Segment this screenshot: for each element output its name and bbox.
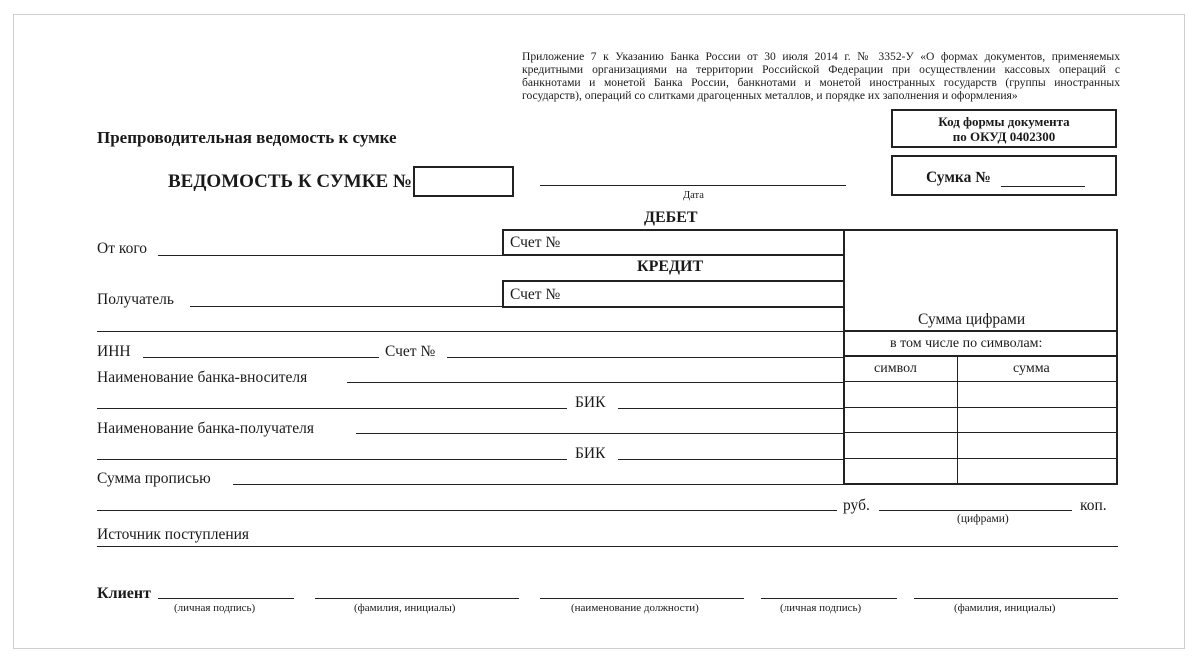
recipient-field-line-2[interactable] bbox=[97, 331, 845, 332]
bik-field-2[interactable] bbox=[618, 459, 845, 460]
credit-account-field[interactable] bbox=[502, 280, 845, 308]
source-field[interactable] bbox=[97, 546, 1118, 547]
name-caption-1: (фамилия, инициалы) bbox=[354, 602, 456, 614]
okud-box bbox=[891, 109, 1117, 148]
cashier-signature-field[interactable] bbox=[761, 598, 897, 599]
bag-label: Сумка № bbox=[926, 169, 991, 186]
from-field[interactable] bbox=[158, 255, 504, 256]
table-row[interactable] bbox=[843, 432, 1118, 433]
symbol-col-header: символ bbox=[874, 361, 917, 376]
recipient-field[interactable] bbox=[190, 306, 504, 307]
kop-field[interactable] bbox=[879, 510, 1072, 511]
amount-words-label: Сумма прописью bbox=[97, 470, 211, 487]
form-title: Препроводительная ведомость к сумке bbox=[97, 128, 397, 147]
client-name-field[interactable] bbox=[315, 598, 519, 599]
client-signature-field[interactable] bbox=[158, 598, 294, 599]
inn-field[interactable] bbox=[143, 357, 379, 358]
appendix-note: Приложение 7 к Указанию Банка России от 30 июля 2014 г. № 3352-У «О формах документов, применяемых кредитными организациями на территории Российской Федерации при осуществлении кассовых операций с банкнотами и монетой Банка России, банкнотами и монетой иностранных государств (группы иностранных государств), операций со слитками драгоценных металлов, и порядке их заполнения и оформления» bbox=[522, 50, 1120, 102]
credit-title: КРЕДИТ bbox=[637, 258, 704, 275]
debit-title: ДЕБЕТ bbox=[644, 209, 698, 226]
rub-label: руб. bbox=[843, 497, 870, 514]
position-field[interactable] bbox=[540, 598, 744, 599]
source-label: Источник поступления bbox=[97, 526, 250, 543]
from-label: От кого bbox=[97, 240, 148, 257]
bag-box bbox=[891, 155, 1117, 196]
digits-caption: (цифрами) bbox=[957, 513, 1009, 525]
credit-account-label: Счет № bbox=[510, 286, 561, 303]
amount-words-field-line-2[interactable] bbox=[97, 510, 837, 511]
bik-label-1: БИК bbox=[575, 394, 606, 411]
statement-label: ВЕДОМОСТЬ К СУМКЕ № bbox=[168, 171, 413, 192]
symbols-table-header-divider bbox=[843, 381, 1118, 382]
okud-line-1: Код формы документа bbox=[938, 114, 1070, 129]
inn-label: ИНН bbox=[97, 343, 131, 360]
date-caption: Дата bbox=[683, 190, 704, 201]
recipient-bank-field[interactable] bbox=[356, 433, 845, 434]
depositor-bank-label: Наименование банка-вносителя bbox=[97, 369, 308, 386]
symbols-header bbox=[843, 330, 1118, 357]
amount-digits-box[interactable] bbox=[843, 229, 1118, 332]
amount-words-field[interactable] bbox=[233, 484, 1118, 485]
cashier-name-field[interactable] bbox=[914, 598, 1118, 599]
inn-account-label: Счет № bbox=[385, 343, 436, 360]
name-caption-2: (фамилия, инициалы) bbox=[954, 602, 1056, 614]
recipient-bank-label: Наименование банка-получателя bbox=[97, 420, 314, 437]
recipient-label: Получатель bbox=[97, 291, 174, 308]
debit-account-label: Счет № bbox=[510, 234, 561, 251]
table-row[interactable] bbox=[843, 407, 1118, 408]
inn-account-field[interactable] bbox=[447, 357, 845, 358]
symbols-table-col-divider bbox=[957, 355, 958, 485]
client-label: Клиент bbox=[97, 585, 151, 602]
position-caption: (наименование должности) bbox=[571, 602, 699, 614]
bag-number-field[interactable] bbox=[1001, 186, 1085, 187]
okud-line-2: по ОКУД 0402300 bbox=[952, 129, 1056, 144]
bik-label-2: БИК bbox=[575, 445, 606, 462]
date-field[interactable] bbox=[540, 185, 846, 186]
sig-caption-2: (личная подпись) bbox=[780, 602, 862, 614]
bik-field-1[interactable] bbox=[618, 408, 845, 409]
amount-digits-label: Сумма цифрами bbox=[918, 311, 1026, 328]
table-row[interactable] bbox=[843, 458, 1118, 459]
by-symbols-label: в том числе по символам: bbox=[890, 336, 1043, 351]
statement-number-field[interactable] bbox=[413, 166, 514, 197]
depositor-bank-field-line-2[interactable] bbox=[97, 408, 567, 409]
sum-col-header: сумма bbox=[1013, 361, 1050, 376]
debit-account-field[interactable] bbox=[502, 229, 845, 256]
kop-label: коп. bbox=[1080, 497, 1107, 514]
recipient-bank-field-line-2[interactable] bbox=[97, 459, 567, 460]
sig-caption-1: (личная подпись) bbox=[174, 602, 256, 614]
depositor-bank-field[interactable] bbox=[347, 382, 845, 383]
